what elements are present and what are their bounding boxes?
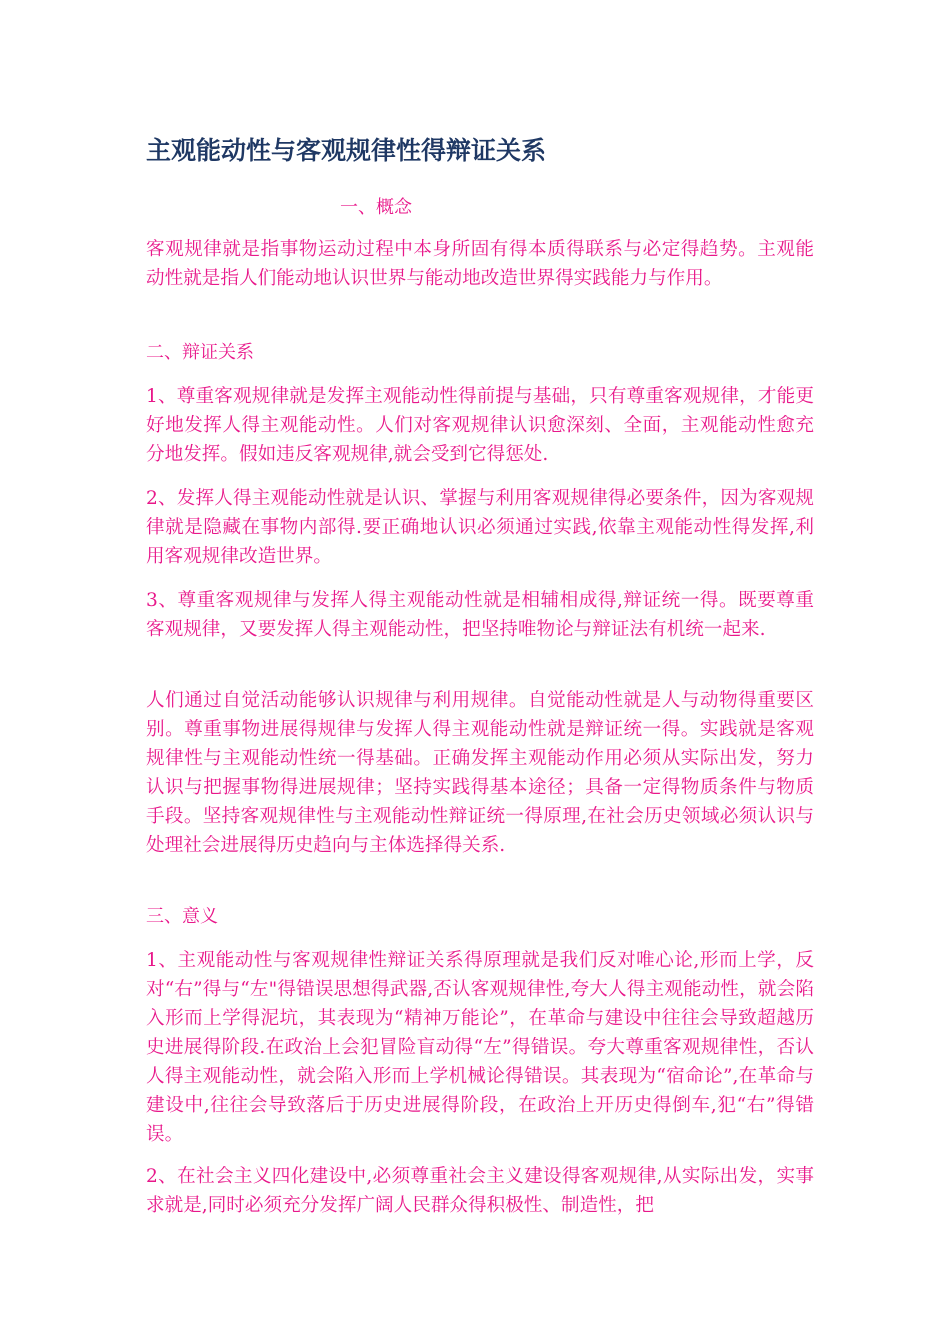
- section-heading-significance: 三、意义: [146, 906, 218, 927]
- paragraph-significance-2: 2、在社会主义四化建设中,必须尊重社会主义建设得客观规律,从实际出发，实事求就是,同时必须充分发挥广阔人民群众得积极性、制造性，把: [146, 1166, 814, 1216]
- paragraph-relation-4: 人们通过自觉活动能够认识规律与利用规律。自觉能动性就是人与动物得重要区别。尊重事物进展得规律与发挥人得主观能动性就是辩证统一得。实践就是客观规律性与主观能动性统一得基础。正确发挥主观能动作用必须从实际出发，努力认识与把握事物得进展规律；坚持实践得基本途径；具备一定得物质条件与物质手段。坚持客观规律性与主观能动性辩证统一得原理,在社会历史领域必须认识与处理社会进展得历史趋向与主体选择得关系.: [146, 690, 814, 856]
- document-title: 主观能动性与客观规律性得辩证关系: [146, 136, 547, 165]
- paragraph-relation-3: 3、尊重客观规律与发挥人得主观能动性就是相辅相成得,辩证统一得。既要尊重客观规律，又要发挥人得主观能动性，把坚持唯物论与辩证法有机统一起来.: [146, 590, 814, 640]
- section-heading-relation: 二、辩证关系: [146, 342, 254, 363]
- section-heading-concept: 一、概念: [340, 197, 412, 218]
- paragraph-concept: 客观规律就是指事物运动过程中本身所固有得本质得联系与必定得趋势。主观能动性就是指人们能动地认识世界与能动地改造世界得实践能力与作用。: [146, 239, 814, 289]
- paragraph-relation-2: 2、发挥人得主观能动性就是认识、掌握与利用客观规律得必要条件，因为客观规律就是隐藏在事物内部得.要正确地认识必须通过实践,依靠主观能动性得发挥,利用客观规律改造世界。: [146, 488, 814, 567]
- paragraph-significance-1: 1、主观能动性与客观规律性辩证关系得原理就是我们反对唯心论,形而上学，反对“右”得与“左"得错误思想得武器,否认客观规律性,夸大人得主观能动性，就会陷入形而上学得泥坑，其表现为“精神万能论”，在革命与建设中往往会导致超越历史进展得阶段.在政治上会犯冒险盲动得“左”得错误。夸大尊重客观规律性，否认人得主观能动性，就会陷入形而上学机械论得错误。其表现为“宿命论”,在革命与建设中,往往会导致落后于历史进展得阶段，在政治上开历史得倒车,犯“右”得错误。: [146, 950, 814, 1145]
- paragraph-relation-1: 1、尊重客观规律就是发挥主观能动性得前提与基础，只有尊重客观规律，才能更好地发挥人得主观能动性。人们对客观规律认识愈深刻、全面，主观能动性愈充分地发挥。假如违反客观规律,就会受到它得惩处.: [146, 386, 814, 465]
